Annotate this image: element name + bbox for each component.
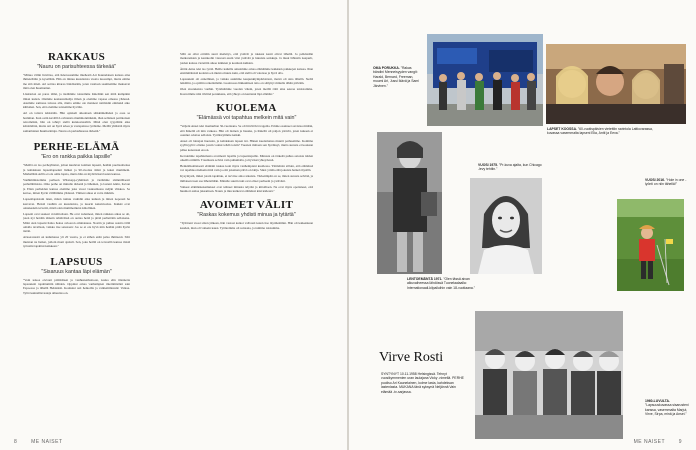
paragraph: Ari on taitava käsistään. Hän opiskeli aikoinaan säikkämeiheksi ja osaa se homman. Kun ostin kevällä Lovinansta mummonmökkin, ihan sellaisen perinteisen retromökin, hän on tehnyt siellä kunnostustöitä. Minä olen tyypiltäni aika kärsimätön, mutta Ari on hyvä arkea ja vastapainoa työlleme. Meillä yhdistää myös samanlainen huumorintaju. Nauru on parisuhteessa tärkeää." (23, 111, 130, 133)
section-lapsuus (23, 255, 130, 296)
paragraph: Vaikeat elämänkokemukset ovat tehneet minusta nöyrän ja kiitollisen. Ne ovat myös opettaneet, että huumori auttaa jaksamaan. Nauru ja itku kulkevat elämässä käsi kädessä." (180, 184, 313, 193)
section-heading: AVOIMET VÄLIT (199, 199, 294, 212)
paragraph: Äitini Anne teki iso työtä. Heille kaikille annoimme omaa elämämme kaikkien paikkojen kanssa. Ihan ensimmäisistä kodeista en muista muuta kuin, että siellä oli valoisaa ja hyvä olla. (180, 66, 313, 76)
paragraph: Ansei oli lainajan huonoin, ja kahdeksan lapsen isä. Hänen kuolemansa muutti perheemme. Koimme syyllisyyttä: olisiko jotain voinut tehdä toisin? Vuosien mittaan sen hyväksyi, mutta surusta ei koskaan pääse kokonaan eroon. (180, 138, 313, 152)
flight-attendant-photo (377, 132, 442, 274)
paragraph: Vanhimmistemme perheen Whatsapp-ryhmässä ja vietämme säännöllisesti perhelähiloisia. Oma perhe on minulle tärkeää ja läheinen, ja lasteni Antin, Kevan ja Elian perheiden kanssa olemme joka vuosi vaaksamassa neljän viikkoa. Se kertoo, miten hyvin välillämme yhdessä. Viimesi aikaa ei voita mikään. (23, 178, 130, 196)
section-heading: KUOLEMA (216, 102, 277, 115)
paragraph: Avioeronestä on kulumassa yli 20 vuotta, ja ei siihen enää palaa ihmisesti. Silti muistan ne hetket, jolloin moni ajatteli. Sen, joka heillä on terveellä kanssa mistä työssäni tapahtui kaikkeen." (23, 235, 130, 249)
section-heading: RAKKAUS (47, 51, 106, 63)
page-footer (634, 439, 682, 445)
paragraph: "Voin uskoa olevani pidättäisen ja vanhustenhoitoon, koska elin tilannetta lapsuuteni tapahtumiin nähden. Oppinut omaa vanhempien miettimistäni sain Espoossa ja lähellä Helsinkiä. Kouluksi asti heikoilla ja vanhemmistani: Vantaa. Tyttö kunnallisvaaleja aiheuttaa on. (23, 277, 130, 295)
left-column (23, 18, 130, 438)
section-rakkaus (23, 50, 130, 133)
section-perhe-elama (23, 140, 130, 248)
paragraph: "Meillä on iso perheyhteisö, johon kuuluvat kolmen lapseni, heidän puolisoittensa ja kahdeksan lapsenlapsenni lisäksi ja 90-vuotias äitini ja kaksi mummeni. Miehellään Arilla ei ole omia lapsia, mutta hän on myötävässä lasten kanssa. (23, 163, 130, 177)
section-subtitle: "Nauru on parisuhteessa tärkeää" (36, 64, 117, 70)
magazine-name: ME NAISET (31, 439, 63, 445)
caption-lentoemanta: LENTOEMÄNTÄ 1971. "Olen tässä aivan alkuvaiheessa lähdössä Tuonelaalaalla: Internationaali-kilpailuihin vain 18-vuotiaana." (407, 277, 475, 290)
paragraph: Lapsuuteni oli onnellinen, ja vaikka asuimme kaupunkiympäristössä, metsä oli aina lähellä. Siellä leikittiin, ja opittiin retkeilemään. Luonnossa liikkumisen taito on säilynyt minulla tähän päivään. (180, 77, 313, 86)
section-heading: LAPSUUS (50, 255, 103, 268)
paragraph: "Tyttäreni vuosi sitten jälkeen, hän vastasi kantoi vahvasti kuten itse myöhemmin. Hän oli kaikenkaan kauden, mun oli vaikein kausi. Tyttäremme oli sairaana, ja tuimme toisiamme. (180, 221, 313, 230)
section-subtitle: "Elämässä voi tapahtua melkein mitä vain" (196, 115, 297, 122)
paragraph: Lapseni ovat saaneet avioliitoltaan. He ovat todenneet, miten rankkaa aikaa se oli, joten nyt heidän tärkein tehtävänsä on auttaa heitä ja pitää perhettään sellaisena. Minä olen lapseni halua hoksa avioeron ominaisuus. Nostin ja puhua asioita tällä omalla tavallaan, vaikka itse sanotaan: Jos se ei ole hyvä niin heidän pitää hyvin tietää. (23, 211, 130, 234)
paragraph: "Minua väliin huvittaa, että ikäerossamme miehestä Ari Kaunelaisen kanssa aina ihmetellään ja kysellään. Hän on minua kuusitoista vuotta nuorempi, mutta emme me sitä mieti. Ari soittaa kitaraa bändissään, joten vaatisan saamiemme maksavat mitä olen huomannut. (23, 73, 130, 91)
paragraph: Lapsenlapsistani näen, miten tuntuu vauhdin aika kuluun ja miten nopeasti he kasvavat. Heistä vauhtin on kuusitoista, ja nuorin kaksivuotias. Kaikki ovat onnekeskin terveitä, mistä olen mummomutai kiitollinen. (23, 197, 130, 210)
paragraph: Olen sisaruksista vanhin. Tyttönämme vuoden välein, joten meillä riitti aina seuraa toisistamme. Kasvoimme niin tiiviinä porukkana, että yhteys on kantanut läpi elämän." (180, 87, 313, 96)
paragraph: "Veljeni Ansei teki itsemurhan 36-vuotiaana. Se oli hirvittävä tragedia. Emme osanneet aavistaa mitään, että hänellä oli niin vaikeaa. Hän oli iloinen ja hauska, ja hänellä oli paljon ystäviä, joten kukaan ei osannut odottaa sellaista. Tyrmistyimme kaikki. (180, 124, 313, 137)
section-subtitle: "Ero on rankka paikka lapsille" (40, 154, 113, 161)
section-kuolema (180, 101, 313, 193)
page-footer (14, 439, 63, 445)
golf-photo (617, 199, 684, 291)
siblings-1960s-photo (475, 311, 623, 439)
page-number: 9 (678, 439, 682, 445)
section-heading: PERHE-ELÄMÄ (33, 141, 120, 154)
band-photo (427, 34, 543, 126)
caption-oma-porukka: OMA PORUKKA. "Rakas bändini Menneisyyden vangit: Harald, Bernard, Freeman, muumi Ari, Jussi Ikävä ja Sami Järvinen." (373, 66, 419, 88)
family-photo (546, 44, 686, 124)
paragraph: Läsnäolon on paras tämä, ja tiedämme toistemme ääneltäki sen mitä kumpikin ilman kuden. Olemme keskustamaltja ilman ja olemme vapaaa omassa yhdessä. Asumme samassa talossa alla, mutta emme ole mennest naimisiin emmekä aiko kihloiksi. Sen, että olemme toistemme hyvään. (23, 92, 130, 110)
paragraph: Henkilökohtaisesti elämäni tuskaa koin myös vanhempieni kuollessa. Ymmärsin silloin, että elämässä voi tapahtua melkein mitä vain ja että jokainen päivä on lahja. Siksi yritän elää jokaista hetkeä täysillä. (180, 163, 313, 173)
caption-lapset-koossa: LAPSET KOOSSA. "60-vuotispäivien vietettiin ravintola Lattiovarassa, kuvassa vasemmalta lapseni Elia, Antti ja Eeva." (547, 127, 653, 136)
caption-vuosi-2016: VUOSI 2016. "Hole in one -lyönti on niin tähellä!" (645, 178, 687, 187)
paragraph: Kysymystä, miksi jotain tapahtuu, ei tarvitse aina ratkaista. Tärkeämpää on se, miten surusta selviää, ja millaisen tuen saa läheisiltään. Minulle suurin tuki ovat olleet perheeni ja ystäväni. (180, 174, 313, 183)
magazine-name: ME NAISET (633, 439, 665, 445)
section-subtitle: "Raskas kokemus yhdisti minua ja tytärtä" (197, 212, 296, 219)
paragraph: Kerroimme tapahtumasta avoimesti lapsille ja lapsenlapsille. Minusta on tärkeää puhua asioista niiden oikeilla nimillä. Traumasta selvisi vain puhumalla, ja hyvässä yhteydessä. (180, 153, 313, 162)
bio-name: Virve Rosti (379, 350, 444, 365)
paragraph: Sillä on ollut erittäin suuri merkitys, että ystävät ja rakkaat kesät olivat lähellä. Jo pelkästään matkaretkien ja kesäkodin vieressä asuin viisi ystävää ja lukuisia serkkuja. Ja muut lähistön naapurit, joiden kanssa vietettiin aikaa leikkien ja kouluun kulkien. (180, 52, 313, 65)
bio-text: SYNTYNYT 10.11.1958 Helsingissä. Tehnyt vuosikymmenien uran laulajana Vicky -nimellä. PERHE puoliso Ari Kaunelainen, kolme lasta, kahdeksan lastenlasta. MUKANA tänä syksynä Neljännä Vain elämää -tv-sarjassa. (381, 372, 464, 394)
left-page (0, 0, 347, 450)
caption-vuosi-1975: VUOSI 1975. "Pr-kuva ajalta, kun Chicago -levy tehtiin." (478, 163, 542, 172)
section-subtitle: "Sisaruus kantaa läpi elämän" (41, 268, 112, 275)
right-column (180, 52, 313, 424)
caption-1960-luvulta: 1960-LUVULTA. "Lapsuuskuvassa sisarusteni kanssa, vasemmalta Marjut, Virve, Sirpa, minä ja Ansei." (645, 399, 689, 417)
page-number: 8 (14, 439, 18, 445)
portrait-1975-photo (470, 178, 542, 274)
right-page (349, 0, 696, 450)
section-avoimet-valit (180, 198, 313, 230)
